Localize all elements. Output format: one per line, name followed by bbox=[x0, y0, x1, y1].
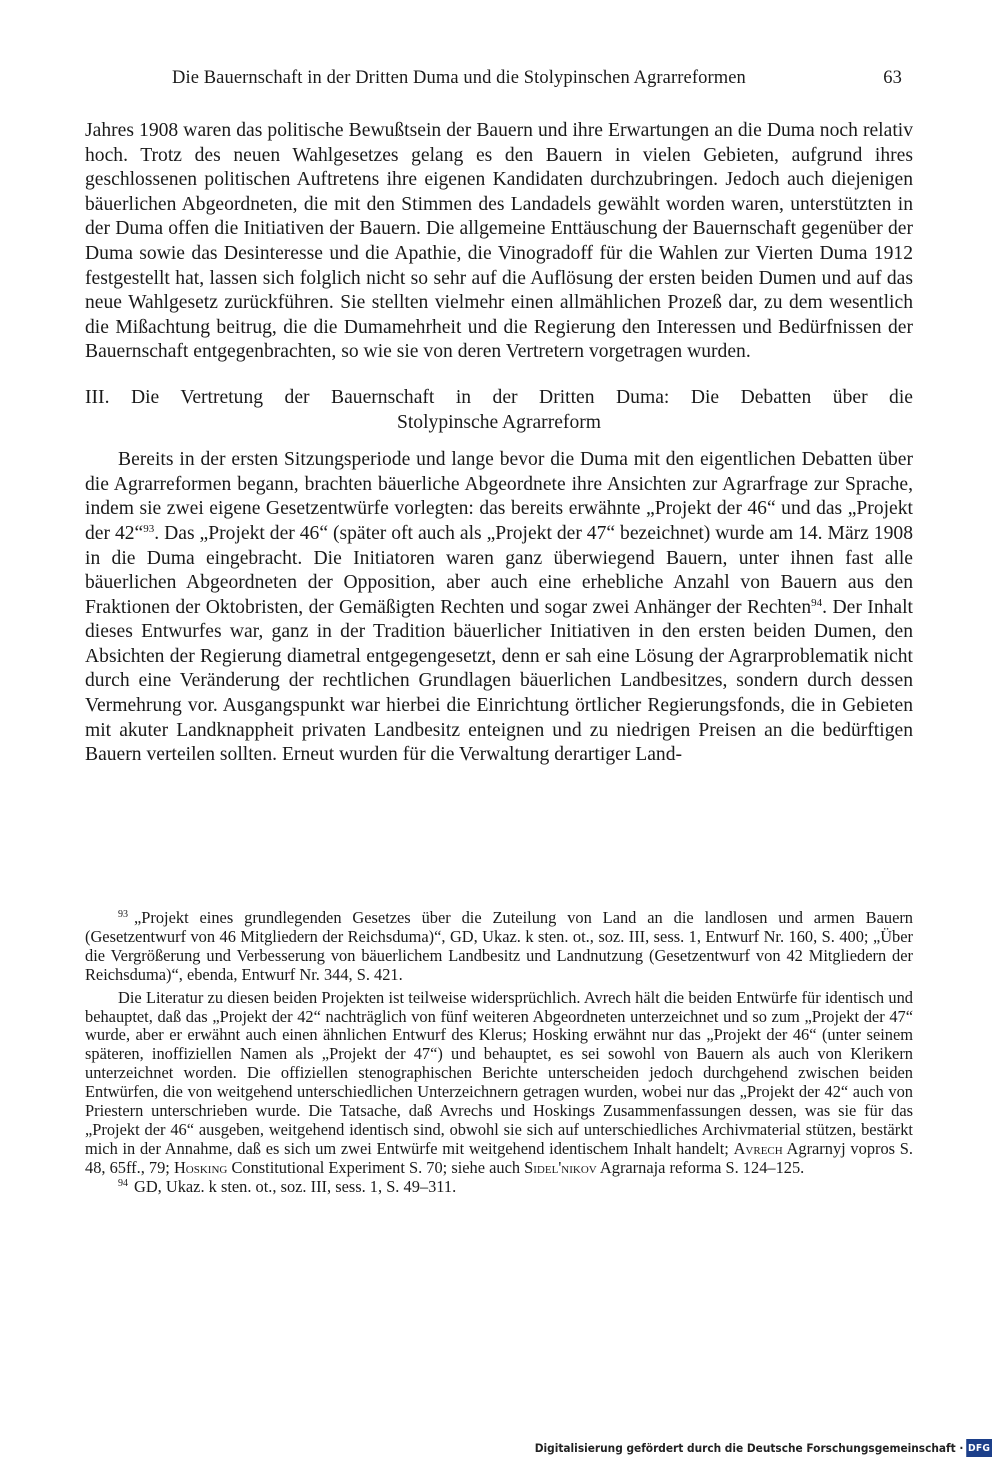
footnote-ref-93: 93 bbox=[143, 522, 155, 535]
paragraph-text: . Der Inhalt dieses Entwurfes war, ganz in der Tradition bäuerlicher Initiativen in den ersten beiden Dumen, den Absichten der Regierung diametral entgegengesetzt, denn er sah eine Lösung der Agrarproblematik nicht durch eine Veränderung der rechtlichen Grundlagen bäuerlichen Landbesitzes, sondern durch dessen Vermehrung vor. Ausgangspunkt war hierbei die Einrichtung örtlicher Regierungsfonds, die in Gebieten mit akuter Landknappheit privaten Landbesitz enteignen und zu niedrigen Preisen an die bedürftigen Bauern verteilen sollten. Erneut wurden für die Verwaltung derartiger Land- bbox=[85, 596, 913, 766]
author-name: Hosking bbox=[173, 1157, 228, 1177]
dfg-banner bbox=[535, 1437, 992, 1459]
section-heading-line-1: III. Die Vertretung der Bauernschaft in der Dritten Duma: Die Debatten über die bbox=[85, 386, 913, 408]
body-text bbox=[85, 119, 913, 768]
footnote-mark: 93 bbox=[118, 909, 128, 920]
section-heading bbox=[85, 386, 913, 435]
footnotes bbox=[85, 909, 913, 1197]
footnote-text: Constitutional Experiment S. 70; siehe auch bbox=[227, 1157, 525, 1177]
author-name: Sidel'nikov bbox=[524, 1157, 597, 1177]
page-number: 63 bbox=[883, 68, 902, 88]
footnote-94 bbox=[85, 1178, 913, 1197]
paragraph-text: Bereits in der ersten Sitzungsperiode und lange bevor die Duma mit den eigentlichen Debatten über die Agrarreformen begann, brachten bäuerliche Abgeordnete ihre Ansichten zur Agrarfrage zur Sprache, indem sie zwei eigene Gesetzentwürfe vorlegten: das bereits erwähnte „Projekt der 46“ und das „Projekt der 42“ bbox=[85, 449, 913, 544]
footnote-93-continuation bbox=[85, 989, 913, 1178]
paragraph bbox=[85, 448, 913, 768]
footnote-93 bbox=[85, 909, 913, 985]
footnote-mark: 94 bbox=[118, 1177, 128, 1189]
running-head-title: Die Bauernschaft in der Dritten Duma und die Stolypinschen Agrarreformen bbox=[172, 68, 746, 88]
dfg-banner-text: Digitalisierung gefördert durch die Deutsche Forschungsgemeinschaft · bbox=[534, 1441, 964, 1455]
footnote-text: Agrarnaja reforma S. 124–125. bbox=[596, 1157, 805, 1177]
author-name: Avrech bbox=[733, 1138, 783, 1158]
footnote-text: Die Literatur zu diesen beiden Projekten ist teilweise widersprüchlich. Avrech hält die beiden Entwürfe für identisch und behauptet, daß das „Projekt der 42“ nachträglich von fünf weiteren Abgeordneten unterzeichnet und so zum „Projekt der 47“ wurde, aber er erwähnt auch einen ähnlichen Entwurf des Klerus; Hosking erwähnt nur das „Projekt der 46“ (unter seinem späteren, inoffiziellen Namen als „Projekt der 47“) und behauptet, es sei sowohl von Bauern als auch von Klerikern unterzeichnet worden. Die offiziellen stenographischen Berichte unterscheiden jedoch durchgehend zwischen beiden Entwürfen, die von weitgehend unterschiedlichen Unterzeichnern getragen wurden, wobei nur das „Projekt der 42“ auch von Priestern unterschrieben wurde. Die Tatsache, daß Avrechs und Hoskings Zusammenfassungen dessen, was sie für das „Projekt der 46“ ausgeben, weitgehend identisch sind, obwohl sie sich auf unterschiedliches Archivmaterial stützen, bestärkt mich in der Annahme, daß es sich um zwei Entwürfe mit weitgehend identischem Inhalt handelt; bbox=[85, 987, 913, 1158]
footnote-text: Agrarnyj vopros S. 48, 65ff., 79; bbox=[85, 1138, 913, 1177]
paragraph: Jahres 1908 waren das politische Bewußtsein der Bauern und ihre Erwartungen an die Duma noch relativ hoch. Trotz des neuen Wahlgesetzes gelang es den Bauern in vielen Gebieten, aufgrund ihres geschlossenen politischen Auftretens ihre eigenen Kandidaten durchzubringen. Jedoch auch diejenigen bäuerlichen Abgeordneten, die mit den Stimmen des Landadels gewählt worden waren, unterstützten in der Duma offen die Initiativen der Bauern. Die allgemeine Enttäuschung der Bauernschaft gegenüber der Duma sowie das Desinteresse und die Apathie, die Vinogradoff für die Wahlen zur Vierten Duma 1912 festgestellt hat, lassen sich folglich nicht so sehr auf die Auflösung der ersten beiden Dumen und auf das neue Wahlgesetz zurückführen. Sie stellten vielmehr einen allmählichen Prozeß dar, zu dem wesentlich die Mißachtung beitrug, die die Dumamehrheit und die Regierung den Interessen und Bedürfnissen der Bauernschaft entgegenbrachten, so wie sie von deren Vertretern vorgetragen wurden. bbox=[85, 120, 913, 363]
section-heading-line-2: Stolypinsche Agrarreform bbox=[396, 411, 602, 433]
dfg-logo-icon: DFG bbox=[966, 1439, 992, 1457]
footnote-text: „Projekt eines grundlegenden Gesetzes über die Zuteilung von Land an die landlosen und armen Bauern (Gesetzentwurf von 46 Mitgliedern der Reichsduma)“, GD, Ukaz. k sten. ot., soz. III, sess. 1, Entwurf Nr. 160, S. 400; „Über die Vergrößerung und Verbesserung von bäuerlichem Landbesitz und Landnutzung (Gesetzentwurf von 42 Mitgliedern der Reichsduma)“, ebenda, Entwurf Nr. 344, S. 421. bbox=[85, 908, 913, 984]
paragraph-text: . Das „Projekt der 46“ (später oft auch als „Projekt der 47“ bezeichnet) wurde am 14. März 1908 in die Duma eingebracht. Die Initiatoren waren ganz überwiegend Bauern, unter ihnen fast alle bäuerlichen Abgeordneten der Opposition, aber auch eine erhebliche Anzahl von Bauern aus den Fraktionen der Oktobristen, der Gemäßigten Rechten und sogar zwei Anhänger der Rechten bbox=[85, 522, 913, 618]
footnote-text: GD, Ukaz. k sten. ot., soz. III, sess. 1, S. 49–311. bbox=[134, 1176, 457, 1196]
running-head bbox=[172, 68, 902, 89]
footnote-ref-94: 94 bbox=[811, 596, 823, 609]
